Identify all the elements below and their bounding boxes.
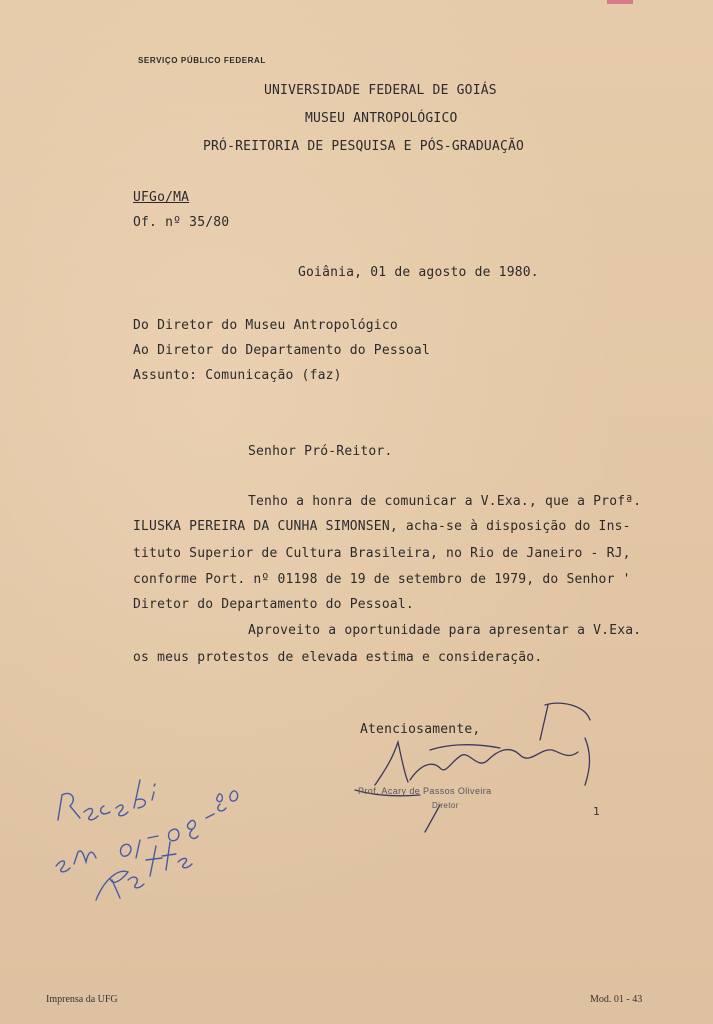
- body-line: ILUSKA PEREIRA DA CUNHA SIMONSEN, acha-se à disposição do Ins-: [133, 519, 631, 534]
- date-line: Goiânia, 01 de agosto de 1980.: [298, 265, 539, 280]
- closing: Atenciosamente,: [360, 722, 481, 737]
- routing-from: Do Diretor do Museu Antropológico: [133, 318, 398, 333]
- body-line: os meus protestos de elevada estima e consideração.: [133, 650, 543, 665]
- footer-form-code: Mod. 01 - 43: [590, 994, 643, 1005]
- body-line: Diretor do Departamento do Pessoal.: [133, 597, 414, 612]
- salutation: Senhor Pró-Reitor.: [248, 444, 393, 459]
- body-line: tituto Superior de Cultura Brasileira, no Rio de Janeiro - RJ,: [133, 546, 631, 561]
- service-heading: SERVIÇO PÚBLICO FEDERAL: [138, 56, 266, 65]
- reference-code: UFGo/MA: [133, 190, 190, 205]
- signatory-name: Prof. Acary de Passos Oliveira: [358, 786, 492, 796]
- office-number: Of. nº 35/80: [133, 215, 230, 230]
- routing-to: Ao Diretor do Departamento do Pessoal: [133, 343, 430, 358]
- footer-printer: Imprensa da UFG: [46, 994, 118, 1005]
- signatory-title: Diretor: [432, 801, 459, 810]
- pro-rectorate-name: PRÓ-REITORIA DE PESQUISA E PÓS-GRADUAÇÃO: [203, 139, 525, 154]
- routing-subject: Assunto: Comunicação (faz): [133, 368, 342, 383]
- body-line: Aproveito a oportunidade para apresentar a V.Exa.: [248, 623, 642, 638]
- body-line: Tenho a honra de comunicar a V.Exa., que a Profª.: [248, 494, 642, 509]
- university-name: UNIVERSIDADE FEDERAL DE GOIÁS: [264, 83, 497, 98]
- body-line: conforme Port. nº 01198 de 19 de setembro de 1979, do Senhor ': [133, 572, 631, 587]
- museum-name: MUSEU ANTROPOLÓGICO: [305, 111, 458, 126]
- svg-text:1: 1: [593, 805, 600, 818]
